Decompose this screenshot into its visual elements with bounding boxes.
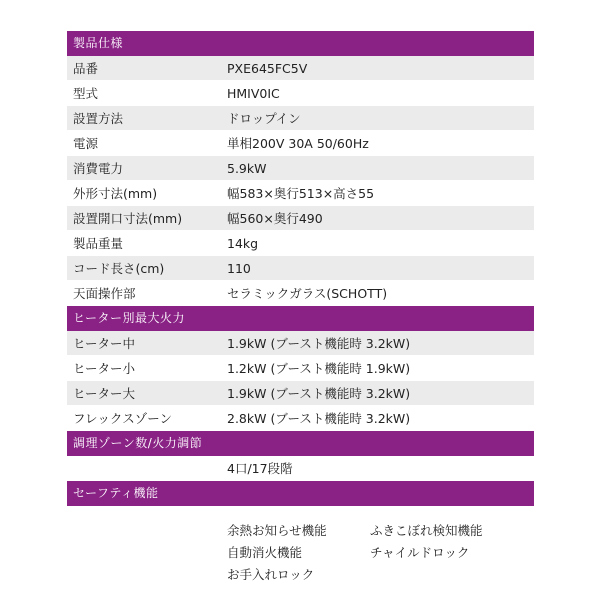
safety-item: チャイルドロック [370,545,470,560]
spec-label: 外形寸法(mm) [73,186,158,201]
spec-value: 幅583×奥行513×高さ55 [227,186,375,201]
spec-value: 14kg [227,236,259,251]
safety-header: セーフティ機能 [67,481,534,506]
safety-item: 自動消火機能 [227,545,303,560]
heater-value: 1.9kW (ブースト機能時 3.2kW) [227,386,411,401]
spec-label: 製品重量 [73,236,124,251]
spec-label: コード長さ(cm) [73,261,165,276]
spec-value: 5.9kW [227,161,267,176]
spec-header: 製品仕様 [67,31,534,56]
heater-row [67,406,534,431]
spec-row [67,206,534,231]
heater-label: ヒーター小 [73,361,136,376]
spec-label: 設置開口寸法(mm) [73,211,183,226]
spec-row [67,81,534,106]
spec-row [67,106,534,131]
spec-value: ドロップイン [227,111,301,126]
spec-rows [67,56,534,306]
heater-rows [67,331,534,431]
heater-value: 1.9kW (ブースト機能時 3.2kW) [227,336,411,351]
spec-table [67,31,534,592]
heater-label: フレックスゾーン [73,411,173,426]
spec-value: セラミックガラス(SCHOTT) [227,286,388,301]
spec-row [67,56,534,81]
spec-label: 天面操作部 [73,286,136,301]
safety-item: お手入れロック [227,567,315,582]
spec-row [67,181,534,206]
spec-value: 110 [227,261,251,276]
spec-label: 品番 [73,61,99,76]
zone-label-empty [67,456,221,481]
heater-header: ヒーター別最大火力 [67,306,534,331]
spec-row [67,156,534,181]
heater-value: 2.8kW (ブースト機能時 3.2kW) [227,411,411,426]
spec-label: 電源 [73,136,99,151]
spec-value: PXE645FC5V [227,61,308,76]
spec-row [67,131,534,156]
spec-row [67,256,534,281]
heater-row [67,331,534,356]
zone-row [67,456,534,481]
heater-value: 1.2kW (ブースト機能時 1.9kW) [227,361,411,376]
zone-value: 4口/17段階 [227,461,293,476]
spec-label: 型式 [73,86,99,101]
spec-value: HMIV0IC [227,86,280,101]
safety-item: ふきこぼれ検知機能 [370,523,483,538]
heater-label: ヒーター中 [73,336,136,351]
safety-list [67,506,534,592]
spec-value: 単相200V 30A 50/60Hz [227,136,369,151]
spec-value: 幅560×奥行490 [227,211,323,226]
heater-row [67,381,534,406]
spec-label: 設置方法 [73,111,124,126]
heater-row [67,356,534,381]
spec-row [67,281,534,306]
spec-label: 消費電力 [73,161,124,176]
zone-header: 調理ゾーン数/火力調節 [67,431,534,456]
heater-label: ヒーター大 [73,386,136,401]
spec-row [67,231,534,256]
safety-item: 余熱お知らせ機能 [227,523,327,538]
